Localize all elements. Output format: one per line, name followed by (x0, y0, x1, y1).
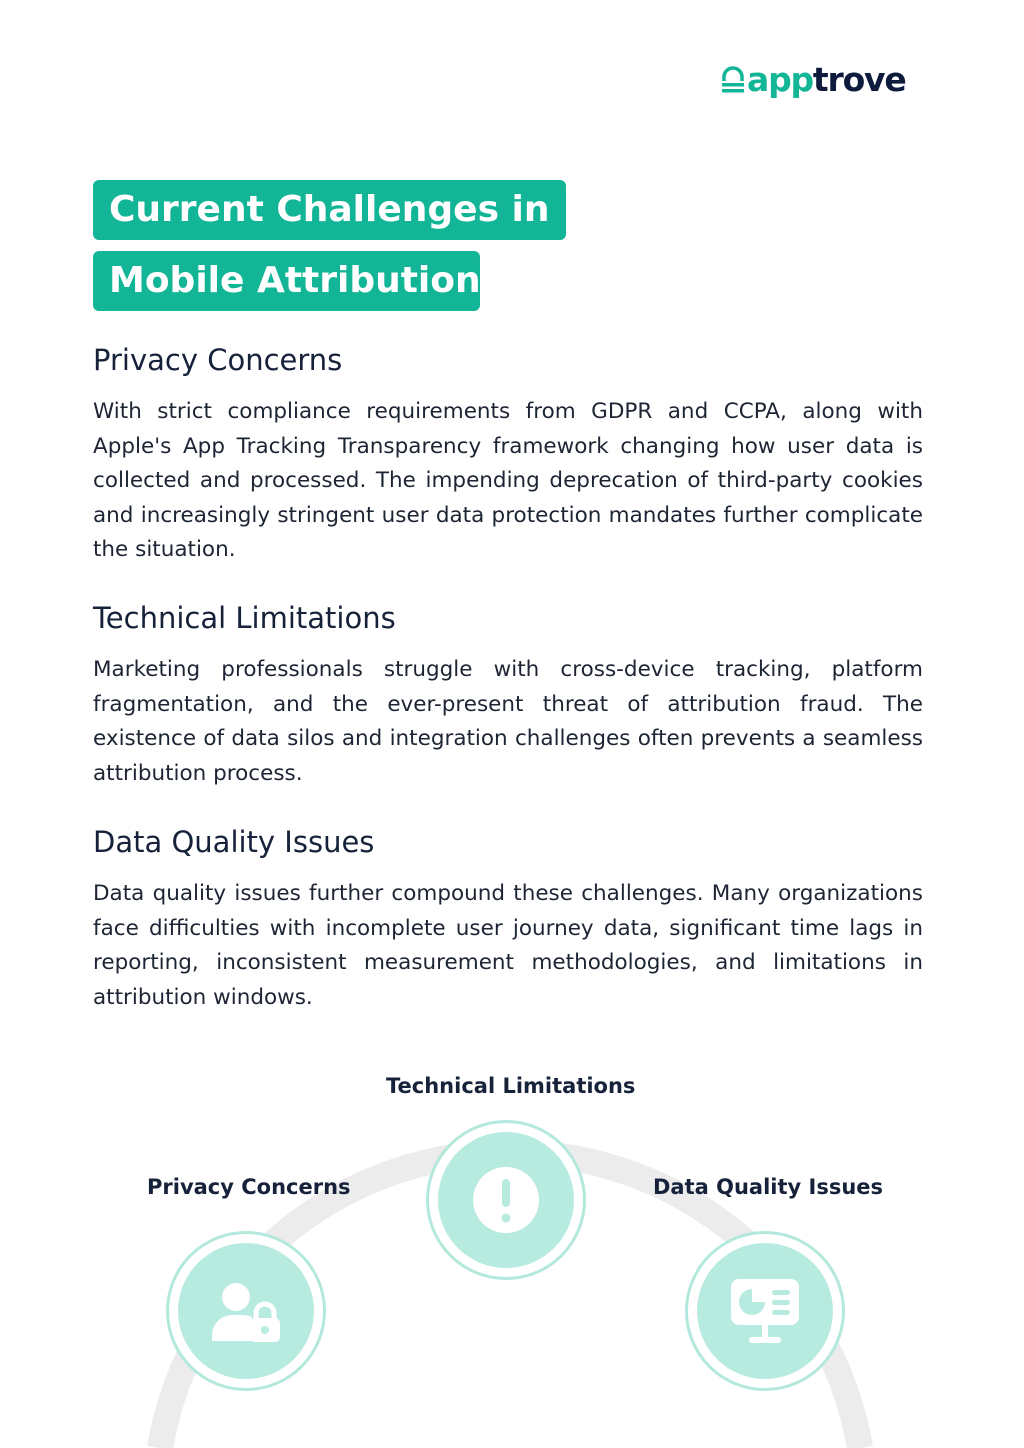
section-heading-privacy: Privacy Concerns (93, 343, 343, 377)
user-lock-icon (210, 1275, 282, 1347)
section-heading-technical: Technical Limitations (93, 601, 396, 635)
logo-text-trove: trove (812, 60, 906, 99)
exclamation-icon (471, 1165, 541, 1235)
page-title-line-2: Mobile Attribution (93, 251, 480, 311)
apptrove-logo-icon (721, 65, 745, 95)
page-title-line-1: Current Challenges in (93, 180, 566, 240)
diagram-node-data-quality (685, 1231, 845, 1391)
challenges-diagram (0, 1050, 1024, 1448)
diagram-node-technical (426, 1120, 586, 1280)
section-heading-data-quality: Data Quality Issues (93, 825, 375, 859)
section-body-data-quality: Data quality issues further compound these challenges. Many organizations face difficulties with incomplete user journey data, significant time lags in reporting, inconsistent measurement methodologies, and limitations in attribution windows. (93, 881, 923, 1010)
diagram-label-technical: Technical Limitations (386, 1074, 636, 1098)
section-body-privacy: With strict compliance requirements from GDPR and CCPA, along with Apple's App Tracking Transparency framework changing how user data is collected and processed. The impending deprecation of third-party cookies and increasingly stringent user data protection mandates further complicate the situation. (93, 399, 923, 562)
brand-logo (721, 60, 906, 100)
diagram-label-data-quality: Data Quality Issues (653, 1175, 884, 1199)
diagram-label-privacy: Privacy Concerns (147, 1175, 351, 1199)
section-body-technical: Marketing professionals struggle with cross-device tracking, platform fragmentation, and the ever-present threat of attribution fraud. The existence of data silos and integration challenges often prevents a seamless attribution process. (93, 657, 923, 786)
diagram-node-privacy (166, 1231, 326, 1391)
logo-text-app: app (747, 60, 813, 99)
monitor-chart-icon (729, 1275, 801, 1347)
